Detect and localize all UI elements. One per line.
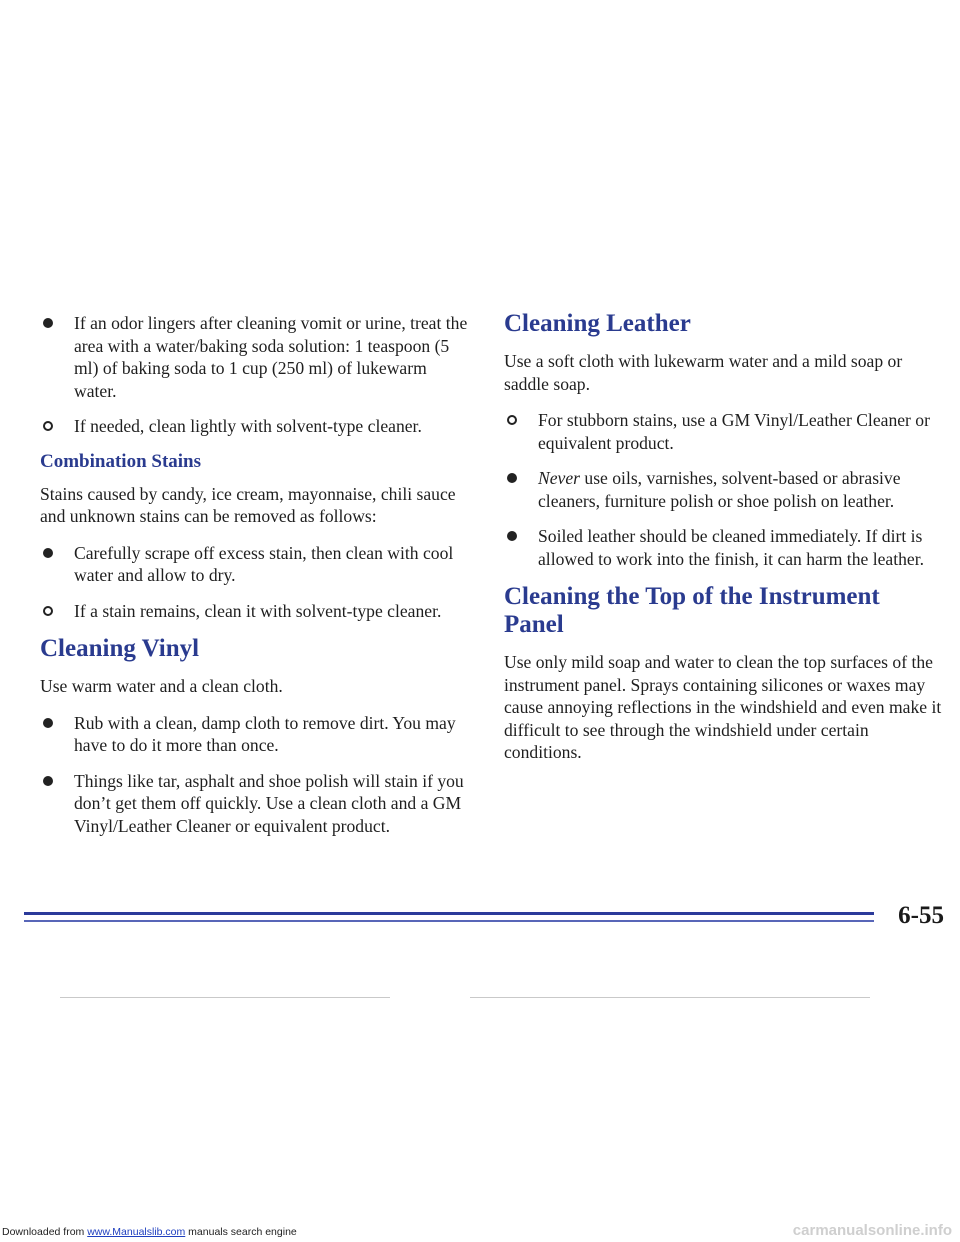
manualslib-link[interactable]: www.Manualslib.com xyxy=(87,1226,186,1238)
cleaning-vinyl-intro: Use warm water and a clean cloth. xyxy=(40,676,283,696)
page-rule xyxy=(24,912,874,927)
bullet-icon xyxy=(43,776,53,786)
list-item: If a stain remains, clean it with solvent-type cleaner. xyxy=(40,600,470,623)
cleaning-leather-heading: Cleaning Leather xyxy=(504,310,691,337)
list-item: If an odor lingers after cleaning vomit or urine, treat the area with a water/baking soda solution: 1 teaspoon (5 ml) of baking soda to 1 cup (250 ml) of lukewarm water. xyxy=(40,312,470,402)
bullet-icon xyxy=(507,473,517,483)
combination-stains-intro: Stains caused by candy, ice cream, mayonnaise, chili sauce and unknown stains can be removed as follows: xyxy=(40,483,456,526)
rule-thin xyxy=(24,920,874,922)
instrument-panel-heading: Cleaning the Top of the Instrument Panel xyxy=(504,583,880,638)
left-column xyxy=(40,312,470,850)
list-item: Things like tar, asphalt and shoe polish will stain if you don’t get them off quickly. Use a clean cloth and a GM Vinyl/Leather Cleaner or equivalent product. xyxy=(40,770,470,838)
right-column xyxy=(504,310,944,778)
bullet-icon xyxy=(43,718,53,728)
bullet-icon xyxy=(43,548,53,558)
bullet-icon xyxy=(43,606,53,616)
never-emphasis: Never xyxy=(538,468,581,488)
list-item: For stubborn stains, use a GM Vinyl/Leather Cleaner or equivalent product. xyxy=(504,409,944,454)
list-item: Soiled leather should be cleaned immediately. If dirt is allowed to work into the finish, it can harm the leather. xyxy=(504,525,944,570)
download-footer: Downloaded from www.Manualslib.com manuals search engine xyxy=(2,1226,297,1238)
scan-line xyxy=(60,997,390,998)
rule-thick xyxy=(24,912,874,915)
page-number: 6-55 xyxy=(898,902,944,929)
cleaning-vinyl-heading: Cleaning Vinyl xyxy=(40,635,200,662)
list-item: Rub with a clean, damp cloth to remove dirt. You may have to do it more than once. xyxy=(40,712,470,757)
list-item: If needed, clean lightly with solvent-type cleaner. xyxy=(40,415,470,438)
bullet-icon xyxy=(507,531,517,541)
combination-stains-heading: Combination Stains xyxy=(40,450,202,472)
bullet-icon xyxy=(43,421,53,431)
bullet-icon xyxy=(43,318,53,328)
watermark-text: carmanualsonline.info xyxy=(792,1222,952,1239)
list-item: Never use oils, varnishes, solvent-based or abrasive cleaners, furniture polish or shoe polish on leather. xyxy=(504,467,944,512)
scan-line xyxy=(470,997,870,998)
instrument-panel-text: Use only mild soap and water to clean the top surfaces of the instrument panel. Sprays containing silicones or waxes may cause annoying reflections in the windshield and even make it difficult to see through the windshield under certain conditions. xyxy=(504,652,942,762)
list-item: Carefully scrape off excess stain, then clean with cool water and allow to dry. xyxy=(40,542,470,587)
bullet-icon xyxy=(507,415,517,425)
cleaning-leather-intro: Use a soft cloth with lukewarm water and a mild soap or saddle soap. xyxy=(504,351,903,394)
